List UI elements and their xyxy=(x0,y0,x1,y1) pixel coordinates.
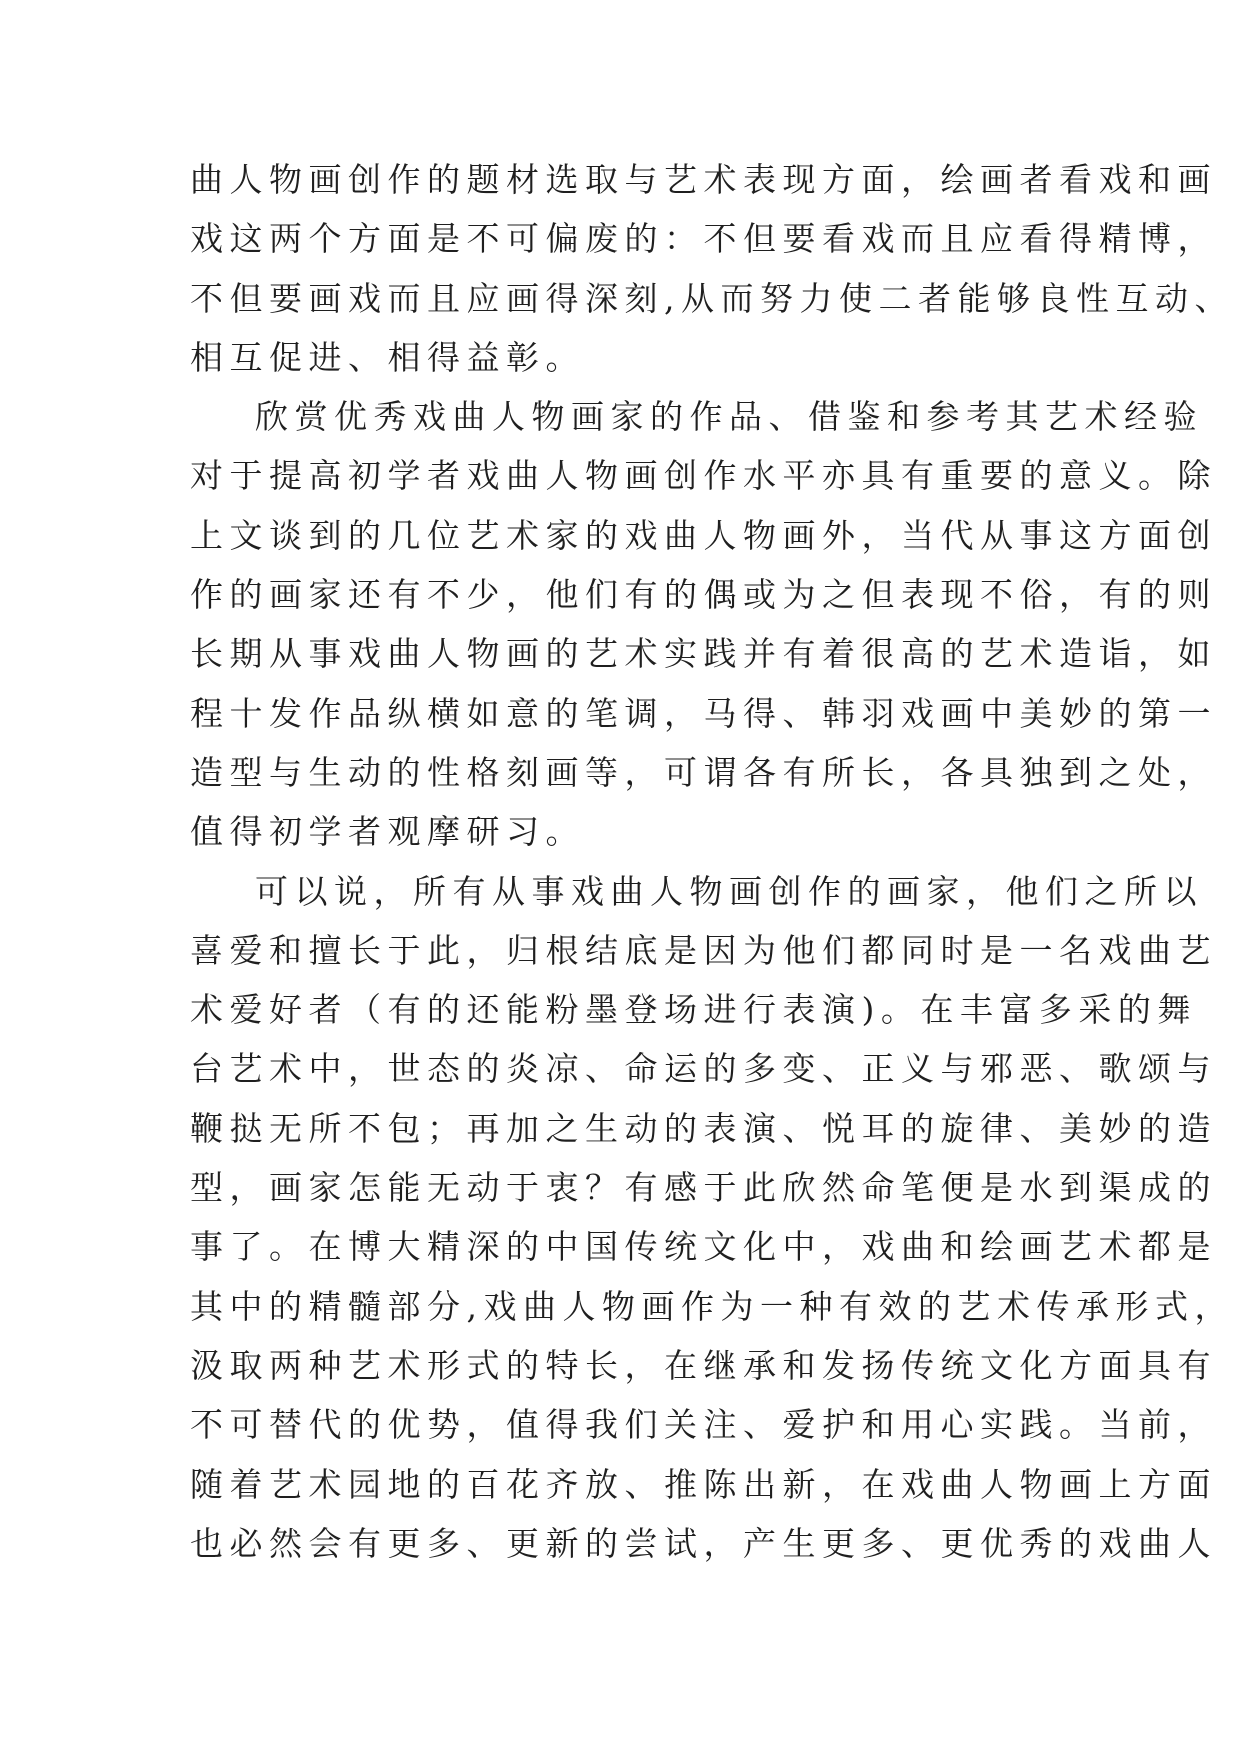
text-line: 造型与生动的性格刻画等，可谓各有所长，各具独到之处， xyxy=(190,752,1217,792)
text-line: 相互促进、相得益彰。 xyxy=(190,337,585,377)
text-line: 不可替代的优势，值得我们关注、爱护和用心实践。当前， xyxy=(190,1405,1217,1445)
text-line: 戏这两个方面是不可偏废的：不但要看戏而且应看得精博， xyxy=(190,219,1217,259)
text-line: 不但要画戏而且应画得深刻,从而努力使二者能够良性互动、 xyxy=(190,278,1234,318)
text-line: 喜爱和擅长于此，归根结底是因为他们都同时是一名戏曲艺 xyxy=(190,930,1217,970)
text-line: 术爱好者（有的还能粉墨登场进行表演)。在丰富多采的舞 xyxy=(190,990,1197,1030)
text-line: 其中的精髓部分,戏曲人物画作为一种有效的艺术传承形式， xyxy=(190,1286,1234,1326)
body-text xyxy=(190,150,1234,1573)
text-line: 也必然会有更多、更新的尝试，产生更多、更优秀的戏曲人 xyxy=(190,1523,1217,1563)
text-line: 曲人物画创作的题材选取与艺术表现方面，绘画者看戏和画 xyxy=(190,160,1217,199)
text-line: 台艺术中，世态的炎凉、命运的多变、正义与邪恶、歌颂与 xyxy=(190,1049,1217,1089)
paragraph-first-line: 可以说，所有从事戏曲人物画创作的画家，他们之所以 xyxy=(255,871,1203,911)
text-line: 程十发作品纵横如意的笔调，马得、韩羽戏画中美妙的第一 xyxy=(190,693,1217,733)
text-line: 作的画家还有不少，他们有的偶或为之但表现不俗，有的则 xyxy=(190,575,1217,615)
text-line: 上文谈到的几位艺术家的戏曲人物画外，当代从事这方面创 xyxy=(190,515,1217,555)
text-line: 值得初学者观摩研习。 xyxy=(190,812,585,852)
text-line: 汲取两种艺术形式的特长，在继承和发扬传统文化方面具有 xyxy=(190,1345,1217,1385)
text-line: 随着艺术园地的百花齐放、推陈出新，在戏曲人物画上方面 xyxy=(190,1464,1217,1504)
paragraph-first-line: 欣赏优秀戏曲人物画家的作品、借鉴和参考其艺术经验 xyxy=(255,397,1203,437)
text-line: 长期从事戏曲人物画的艺术实践并有着很高的艺术造诣，如 xyxy=(190,634,1217,674)
text-line: 事了。在博大精深的中国传统文化中，戏曲和绘画艺术都是 xyxy=(190,1227,1217,1267)
text-line: 对于提高初学者戏曲人物画创作水平亦具有重要的意义。除 xyxy=(190,456,1217,496)
text-line: 鞭挞无所不包；再加之生动的表演、悦耳的旋律、美妙的造 xyxy=(190,1108,1217,1148)
text-line: 型，画家怎能无动于衷？有感于此欣然命笔便是水到渠成的 xyxy=(190,1168,1217,1208)
